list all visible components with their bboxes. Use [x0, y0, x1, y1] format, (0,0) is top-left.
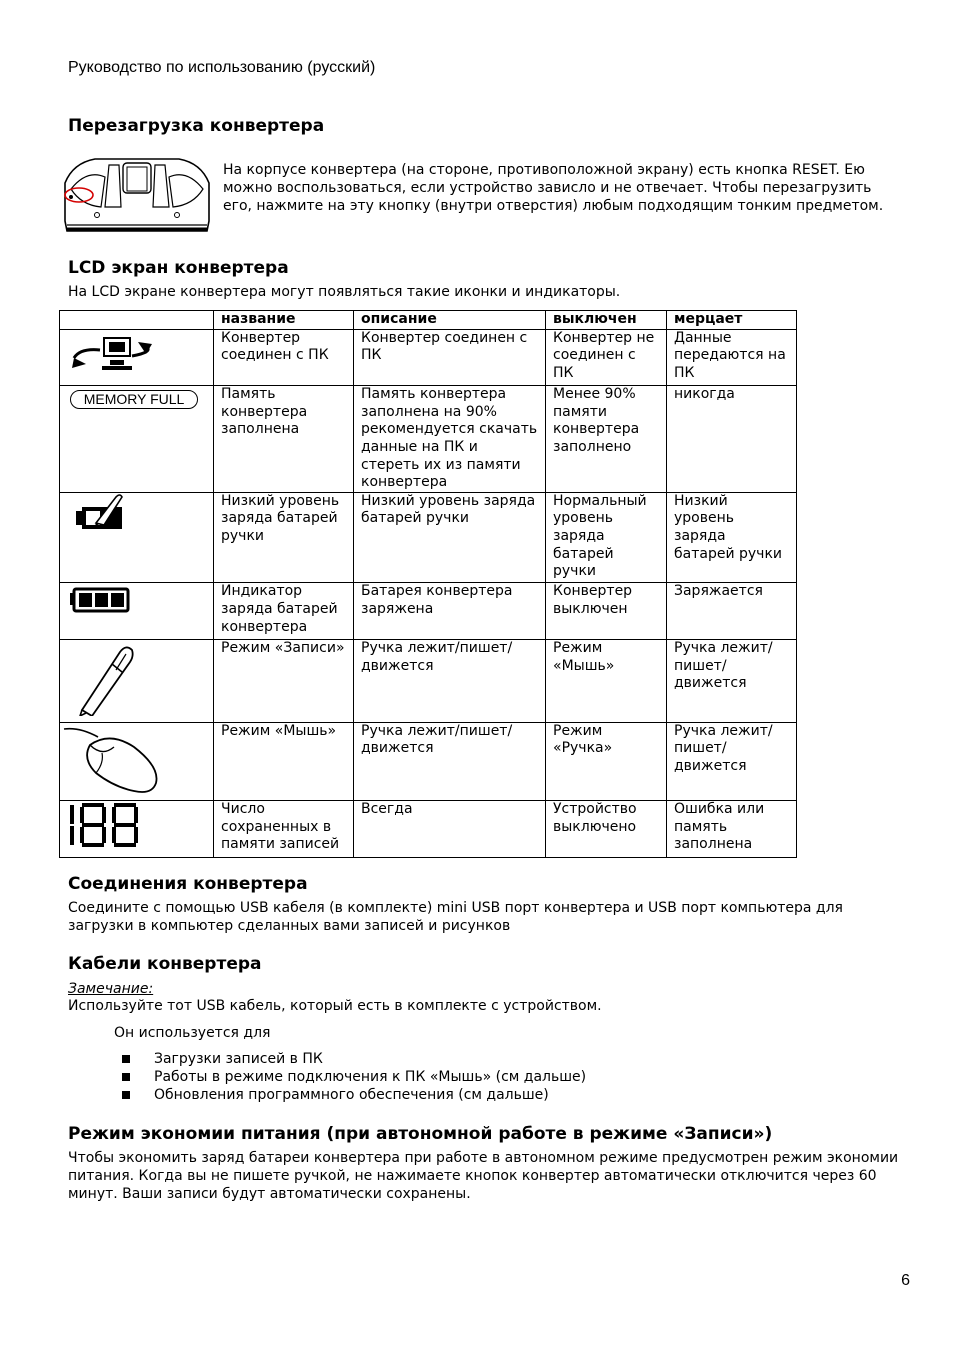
- cell-description: Всегда: [354, 801, 546, 858]
- cell-blink: Заряжается: [667, 583, 797, 640]
- list-item: [120, 1068, 586, 1086]
- text-line: питания. Когда вы не пишете ручкой, не нажимаете кнопок конвертер автоматически отключится через 60: [68, 1168, 877, 1184]
- cell-off: Режим «Ручка»: [546, 722, 667, 801]
- icon-cell: [60, 492, 214, 583]
- section-heading-cables: Кабели конвертера: [68, 954, 262, 974]
- used-for-text: Он используется для: [114, 1025, 271, 1041]
- memory-full-icon: MEMORY FULL: [70, 390, 198, 409]
- cell-description: Низкий уровень заряда батарей ручки: [354, 492, 546, 583]
- cell-blink: Ошибка или память заполнена: [667, 801, 797, 858]
- icon-cell: [60, 801, 214, 858]
- icon-cell: [60, 329, 214, 386]
- list-item: [120, 1086, 586, 1104]
- list-item-text: Работы в режиме подключения к ПК «Мышь» (см дальше): [154, 1069, 587, 1085]
- bullet-square-icon: [122, 1091, 130, 1099]
- pen-battery-low-icon: [60, 493, 210, 577]
- cell-off: Конвертер не соединен с ПК: [546, 329, 667, 386]
- cell-name: Число сохраненных в памяти записей: [214, 801, 354, 858]
- lcd-icons-table: [59, 310, 797, 858]
- text-line: загрузки в компьютер сделанных вами записей и рисунков: [68, 918, 511, 934]
- text-line: минут. Ваши записи будут автоматически сохранены.: [68, 1186, 471, 1202]
- bullet-square-icon: [122, 1055, 130, 1063]
- running-title: Руководство по использованию (русский): [68, 59, 376, 76]
- usage-bullet-list: [120, 1050, 586, 1104]
- connections-paragraph: [68, 899, 938, 935]
- column-header-name: название: [214, 311, 354, 330]
- cell-blink: никогда: [667, 386, 797, 493]
- text-line: Соедините с помощью USB кабеля (в комплекте) mini USB порт конвертера и USB порт компьютера для: [68, 900, 843, 916]
- cell-off: Устройство выключено: [546, 801, 667, 858]
- cell-name: Режим «Записи»: [214, 639, 354, 722]
- table-row: [60, 386, 797, 493]
- digit-counter-icon: [60, 801, 210, 851]
- column-header-description: описание: [354, 311, 546, 330]
- icon-cell: [60, 639, 214, 722]
- column-header-blink: мерцает: [667, 311, 797, 330]
- cell-blink: Низкий уровень заряда батарей ручки: [667, 492, 797, 583]
- list-item-text: Обновления программного обеспечения (см дальше): [154, 1087, 549, 1103]
- column-header-off: выключен: [546, 311, 667, 330]
- cell-off: Конвертер выключен: [546, 583, 667, 640]
- section-heading-reset: Перезагрузка конвертера: [68, 116, 325, 136]
- section-heading-connections: Соединения конвертера: [68, 874, 308, 894]
- icon-cell: [60, 386, 214, 493]
- text-line: Чтобы экономить заряд батареи конвертера при работе в автономном режиме предусмотрен режим экономии: [68, 1150, 899, 1166]
- table-row: [60, 492, 797, 583]
- text-line: его, нажмите на эту кнопку (внутри отверстия) любым подходящим тонким предметом.: [223, 198, 884, 214]
- pen-mode-icon: [60, 640, 210, 716]
- cell-description: Конвертер соединен с ПК: [354, 329, 546, 386]
- table-row: [60, 329, 797, 386]
- mouse-mode-icon: [60, 723, 210, 795]
- table-row: [60, 639, 797, 722]
- pc-connection-icon: [60, 330, 210, 380]
- cell-off: Нормальный уровень заряда батарей ручки: [546, 492, 667, 583]
- cell-name: Конвертер соединен с ПК: [214, 329, 354, 386]
- converter-device-illustration: [61, 155, 213, 239]
- cell-blink: Ручка лежит/пишет/ движется: [667, 722, 797, 801]
- list-item-text: Загрузки записей в ПК: [154, 1051, 323, 1067]
- cell-description: Память конвертера заполнена на 90% рекомендуется скачать данные на ПК и стереть их из памяти конвертера: [354, 386, 546, 493]
- table-row: [60, 801, 797, 858]
- table-header-row: [60, 311, 797, 330]
- cell-name: Режим «Мышь»: [214, 722, 354, 801]
- text-line: можно воспользоваться, если устройство зависло и не отвечает. Чтобы перезагрузить: [223, 180, 872, 196]
- note-text: Используйте тот USB кабель, который есть в комплекте с устройством.: [68, 998, 602, 1014]
- cell-description: Батарея конвертера заряжена: [354, 583, 546, 640]
- section-heading-lcd: LCD экран конвертера: [68, 258, 289, 278]
- cell-off: Менее 90% памяти конвертера заполнено: [546, 386, 667, 493]
- bullet-square-icon: [122, 1073, 130, 1081]
- list-item: [120, 1050, 586, 1068]
- table-row: [60, 583, 797, 640]
- note-label: Замечание:: [68, 981, 154, 997]
- cell-blink: Данные передаются на ПК: [667, 329, 797, 386]
- converter-battery-icon: [60, 583, 210, 633]
- cell-name: Низкий уровень заряда батарей ручки: [214, 492, 354, 583]
- page-number: 6: [901, 1272, 910, 1289]
- power-saving-paragraph: [68, 1149, 938, 1203]
- cell-name: Память конвертера заполнена: [214, 386, 354, 493]
- lcd-intro: На LCD экране конвертера могут появляться такие иконки и индикаторы.: [68, 284, 621, 300]
- column-header-icon: [60, 311, 214, 330]
- cell-off: Режим «Мышь»: [546, 639, 667, 722]
- text-line: На корпусе конвертера (на стороне, противоположной экрану) есть кнопка RESET. Ею: [223, 162, 865, 178]
- table-row: [60, 722, 797, 801]
- cell-description: Ручка лежит/пишет/движется: [354, 722, 546, 801]
- cell-name: Индикатор заряда батарей конвертера: [214, 583, 354, 640]
- icon-cell: [60, 722, 214, 801]
- cell-description: Ручка лежит/пишет/движется: [354, 639, 546, 722]
- icon-cell: [60, 583, 214, 640]
- section-heading-power-saving: Режим экономии питания (при автономной работе в режиме «Записи»): [68, 1124, 773, 1144]
- reset-paragraph: [223, 161, 923, 215]
- cell-blink: Ручка лежит/пишет/ движется: [667, 639, 797, 722]
